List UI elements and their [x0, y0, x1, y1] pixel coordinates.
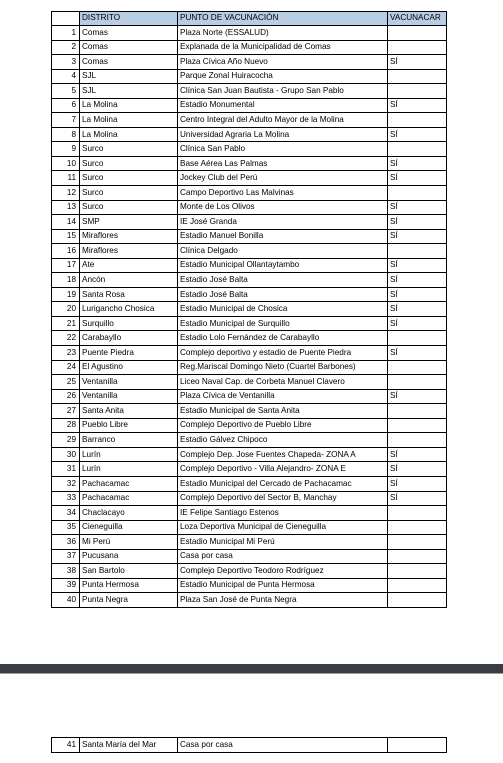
row-number: 33 — [52, 491, 80, 506]
vaccinate-cell: SÍ — [388, 462, 447, 477]
vaccination-site-cell: Jockey Club del Perú — [178, 171, 388, 186]
table-row — [52, 360, 447, 375]
row-number: 9 — [52, 142, 80, 157]
district-cell: Miraflores — [80, 244, 178, 259]
table-row — [52, 404, 447, 419]
vaccination-site-cell: Estadio Municipal del Cercado de Pachacamac — [178, 476, 388, 491]
table-row — [52, 84, 447, 99]
district-cell: Santa María del Mar — [80, 738, 178, 753]
vaccinate-cell — [388, 433, 447, 448]
table-row — [52, 287, 447, 302]
row-number: 30 — [52, 447, 80, 462]
row-number: 8 — [52, 127, 80, 142]
vaccination-site-cell: Estadio Lolo Fernández de Carabayllo — [178, 331, 388, 346]
vaccination-site-cell: Estadio Municipal de Chosica — [178, 302, 388, 317]
vaccinate-cell — [388, 26, 447, 41]
table-row — [52, 171, 447, 186]
vaccinate-cell — [388, 186, 447, 201]
district-cell: La Molina — [80, 113, 178, 128]
row-number: 22 — [52, 331, 80, 346]
table-row — [52, 476, 447, 491]
district-cell: San Bartolo — [80, 564, 178, 579]
vaccinate-cell: SÍ — [388, 229, 447, 244]
district-cell: Lurín — [80, 462, 178, 477]
table-row — [52, 346, 447, 361]
row-number: 19 — [52, 287, 80, 302]
district-cell: Ventanilla — [80, 375, 178, 390]
district-cell: Surco — [80, 156, 178, 171]
vaccination-site-cell: Parque Zonal Huiracocha — [178, 69, 388, 84]
vaccination-site-cell: IE Felipe Santiago Estenos — [178, 506, 388, 521]
district-cell: Surco — [80, 200, 178, 215]
row-number: 10 — [52, 156, 80, 171]
vaccination-site-cell: Plaza Cívica Año Nuevo — [178, 55, 388, 70]
table-row — [52, 200, 447, 215]
row-number: 36 — [52, 535, 80, 550]
vaccination-site-cell: Clínica San Juan Bautista - Grupo San Pablo — [178, 84, 388, 99]
table-row — [52, 55, 447, 70]
vaccinate-cell: SÍ — [388, 346, 447, 361]
vaccinate-cell: SÍ — [388, 171, 447, 186]
table-row — [52, 375, 447, 390]
table-row — [52, 447, 447, 462]
table-row — [52, 520, 447, 535]
district-cell: Lurín — [80, 447, 178, 462]
table-row — [52, 258, 447, 273]
district-cell: Miraflores — [80, 229, 178, 244]
vaccination-site-cell: Liceo Naval Cap. de Corbeta Manuel Clavero — [178, 375, 388, 390]
vaccination-site-cell: Casa por casa — [178, 549, 388, 564]
vaccinate-cell: SÍ — [388, 127, 447, 142]
row-number: 37 — [52, 549, 80, 564]
vaccination-site-cell: Complejo deportivo y estadio de Puente Piedra — [178, 346, 388, 361]
row-number: 13 — [52, 200, 80, 215]
header-district: DISTRITO — [80, 12, 178, 26]
district-cell: Mi Perú — [80, 535, 178, 550]
vaccinate-cell — [388, 593, 447, 608]
vaccination-site-cell: Estadio Municipal de Santa Anita — [178, 404, 388, 419]
district-cell: Comas — [80, 55, 178, 70]
vaccination-site-cell: Explanada de la Municipalidad de Comas — [178, 40, 388, 55]
vaccination-site-cell: Plaza San José de Punta Negra — [178, 593, 388, 608]
vaccination-site-cell: Estadio Gálvez Chipoco — [178, 433, 388, 448]
district-cell: La Molina — [80, 98, 178, 113]
row-number: 39 — [52, 578, 80, 593]
table-row — [52, 113, 447, 128]
table-row — [52, 40, 447, 55]
row-number: 15 — [52, 229, 80, 244]
district-cell: Pachacamac — [80, 491, 178, 506]
row-number: 4 — [52, 69, 80, 84]
row-number: 11 — [52, 171, 80, 186]
vaccination-site-cell: Complejo Deportivo Teodoro Rodríguez — [178, 564, 388, 579]
vaccination-site-cell: Complejo Deportivo del Sector B, Manchay — [178, 491, 388, 506]
row-number: 14 — [52, 215, 80, 230]
header-vaccinate: VACUNACAR — [388, 12, 447, 26]
vaccinate-cell: SÍ — [388, 476, 447, 491]
district-cell: Chaclacayo — [80, 506, 178, 521]
vaccination-site-cell: Clínica Delgado — [178, 244, 388, 259]
vaccination-site-cell: Plaza Norte (ESSALUD) — [178, 26, 388, 41]
vaccination-site-cell: Reg.Mariscal Domingo Nieto (Cuartel Barbones) — [178, 360, 388, 375]
vaccinate-cell — [388, 84, 447, 99]
row-number: 16 — [52, 244, 80, 259]
table-header-row — [52, 12, 447, 26]
district-cell: SMP — [80, 215, 178, 230]
table-row — [52, 549, 447, 564]
vaccinate-cell — [388, 142, 447, 157]
row-number: 34 — [52, 506, 80, 521]
vaccinate-cell — [388, 418, 447, 433]
district-cell: La Molina — [80, 127, 178, 142]
district-cell: Surco — [80, 186, 178, 201]
row-number: 3 — [52, 55, 80, 70]
row-number: 32 — [52, 476, 80, 491]
row-number: 31 — [52, 462, 80, 477]
vaccinate-cell: SÍ — [388, 389, 447, 404]
row-number: 25 — [52, 375, 80, 390]
row-number: 17 — [52, 258, 80, 273]
vaccinate-cell — [388, 244, 447, 259]
district-cell: El Agustino — [80, 360, 178, 375]
vaccinate-cell: SÍ — [388, 200, 447, 215]
vaccinate-cell — [388, 738, 447, 753]
vaccinate-cell — [388, 375, 447, 390]
vaccinate-cell — [388, 535, 447, 550]
district-cell: Surquillo — [80, 316, 178, 331]
table-row — [52, 433, 447, 448]
vaccination-site-cell: Estadio Manuel Bonilla — [178, 229, 388, 244]
vaccinate-cell: SÍ — [388, 316, 447, 331]
row-number: 27 — [52, 404, 80, 419]
vaccination-site-cell: Estadio Municipal Ollantaytambo — [178, 258, 388, 273]
table-row — [52, 229, 447, 244]
row-number: 5 — [52, 84, 80, 99]
district-cell: Pueblo Libre — [80, 418, 178, 433]
row-number: 35 — [52, 520, 80, 535]
row-number: 28 — [52, 418, 80, 433]
vaccination-site-cell: Universidad Agraria La Molina — [178, 127, 388, 142]
row-number: 21 — [52, 316, 80, 331]
row-number: 41 — [52, 738, 80, 753]
vaccinate-cell: SÍ — [388, 302, 447, 317]
vaccinate-cell — [388, 360, 447, 375]
table-row — [52, 593, 447, 608]
table-row — [52, 535, 447, 550]
district-cell: Punta Negra — [80, 593, 178, 608]
district-cell: Cieneguilla — [80, 520, 178, 535]
district-cell: Santa Rosa — [80, 287, 178, 302]
table-row — [52, 738, 447, 753]
vaccination-site-cell: Estadio José Balta — [178, 273, 388, 288]
row-number: 12 — [52, 186, 80, 201]
vaccination-site-cell: Complejo Deportivo - Villa Alejandro- ZONA E — [178, 462, 388, 477]
table-row — [52, 273, 447, 288]
vaccinate-cell — [388, 578, 447, 593]
page-separator — [0, 664, 503, 673]
vaccination-site-cell: Monte de Los Olivos — [178, 200, 388, 215]
vaccinate-cell — [388, 69, 447, 84]
page-separator-shadow — [0, 673, 503, 674]
vaccinate-cell — [388, 549, 447, 564]
row-number: 29 — [52, 433, 80, 448]
district-cell: Punta Hermosa — [80, 578, 178, 593]
table-row — [52, 26, 447, 41]
district-cell: Pucusana — [80, 549, 178, 564]
table-row — [52, 127, 447, 142]
row-number: 18 — [52, 273, 80, 288]
vaccinate-cell: SÍ — [388, 98, 447, 113]
district-cell: Comas — [80, 40, 178, 55]
district-cell: Pachacamac — [80, 476, 178, 491]
vaccinate-cell — [388, 564, 447, 579]
vaccinate-cell: SÍ — [388, 491, 447, 506]
vaccination-site-cell: IE José Granda — [178, 215, 388, 230]
district-cell: Surco — [80, 171, 178, 186]
row-number: 40 — [52, 593, 80, 608]
vaccination-site-cell: Base Aérea Las Palmas — [178, 156, 388, 171]
table-body-continued — [52, 738, 447, 753]
vaccination-site-cell: Loza Deportiva Municipal de Cieneguilla — [178, 520, 388, 535]
row-number: 20 — [52, 302, 80, 317]
district-cell: Comas — [80, 26, 178, 41]
district-cell: SJL — [80, 84, 178, 99]
vaccinate-cell: SÍ — [388, 156, 447, 171]
vaccinate-cell: SÍ — [388, 273, 447, 288]
table-row — [52, 506, 447, 521]
vaccinate-cell — [388, 404, 447, 419]
vaccinate-cell: SÍ — [388, 215, 447, 230]
vaccination-site-cell: Centro Integral del Adulto Mayor de la Molina — [178, 113, 388, 128]
table-row — [52, 389, 447, 404]
row-number: 26 — [52, 389, 80, 404]
vaccinate-cell: SÍ — [388, 258, 447, 273]
table-row — [52, 186, 447, 201]
header-number — [52, 12, 80, 26]
district-cell: Lurigancho Chosica — [80, 302, 178, 317]
table-row — [52, 462, 447, 477]
district-cell: Puente Piedra — [80, 346, 178, 361]
vaccinate-cell — [388, 506, 447, 521]
row-number: 2 — [52, 40, 80, 55]
vaccination-site-cell: Casa por casa — [178, 738, 388, 753]
district-cell: Ventanilla — [80, 389, 178, 404]
vaccinate-cell: SÍ — [388, 447, 447, 462]
district-cell: Ate — [80, 258, 178, 273]
district-cell: SJL — [80, 69, 178, 84]
vaccinate-cell — [388, 40, 447, 55]
district-cell: Barranco — [80, 433, 178, 448]
vaccination-site-cell: Estadio Municipal Mi Perú — [178, 535, 388, 550]
district-cell: Carabayllo — [80, 331, 178, 346]
table-row — [52, 244, 447, 259]
vaccination-site-cell: Estadio Municipal de Surquillo — [178, 316, 388, 331]
vaccinate-cell — [388, 520, 447, 535]
row-number: 38 — [52, 564, 80, 579]
vaccination-site-cell: Estadio José Balta — [178, 287, 388, 302]
district-cell: Ancón — [80, 273, 178, 288]
vaccination-site-cell: Complejo Deportivo de Pueblo Libre — [178, 418, 388, 433]
vaccinate-cell: SÍ — [388, 287, 447, 302]
vaccination-site-cell: Campo Deportivo Las Malvinas — [178, 186, 388, 201]
table-row — [52, 418, 447, 433]
vaccinate-cell — [388, 331, 447, 346]
district-cell: Surco — [80, 142, 178, 157]
table-row — [52, 564, 447, 579]
vaccination-site-cell: Complejo Dep. Jose Fuentes Chapeda- ZONA A — [178, 447, 388, 462]
table-row — [52, 156, 447, 171]
row-number: 23 — [52, 346, 80, 361]
table-row — [52, 142, 447, 157]
vaccination-site-cell: Plaza Cívica de Ventanilla — [178, 389, 388, 404]
vaccination-site-cell: Estadio Monumental — [178, 98, 388, 113]
row-number: 24 — [52, 360, 80, 375]
vaccination-site-cell: Clínica San Pablo — [178, 142, 388, 157]
row-number: 7 — [52, 113, 80, 128]
table-row — [52, 491, 447, 506]
vaccinate-cell: SÍ — [388, 55, 447, 70]
district-cell: Santa Anita — [80, 404, 178, 419]
table-row — [52, 69, 447, 84]
vaccination-site-cell: Estadio Municipal de Punta Hermosa — [178, 578, 388, 593]
table-row — [52, 316, 447, 331]
vaccinate-cell — [388, 113, 447, 128]
vaccination-sites-table — [51, 11, 447, 608]
table-row — [52, 98, 447, 113]
table-row — [52, 302, 447, 317]
row-number: 6 — [52, 98, 80, 113]
vaccination-sites-table-continued — [51, 737, 447, 753]
row-number: 1 — [52, 26, 80, 41]
table-row — [52, 578, 447, 593]
header-vaccination-site: PUNTO DE VACUNACIÓN — [178, 12, 388, 26]
table-body — [52, 26, 447, 608]
table-row — [52, 331, 447, 346]
table-row — [52, 215, 447, 230]
